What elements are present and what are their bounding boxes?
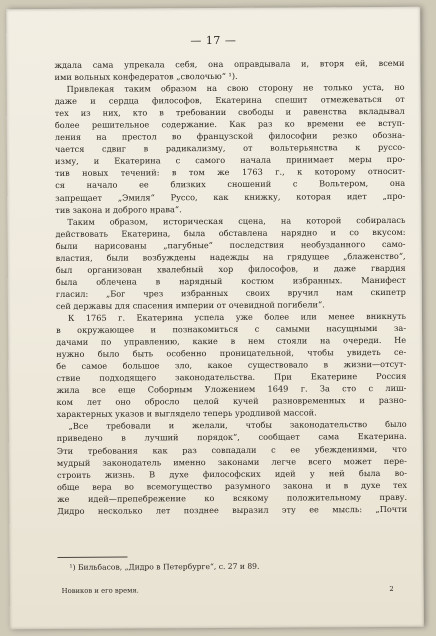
text-line: мудрый законодатель именно законами легче всего может пере- <box>56 455 407 468</box>
text-line: жила все еще Соборным Уложением 1649 г. За сто с лиш- <box>56 383 407 396</box>
text-line: властия, были возбуждены надежды на грядущее „блаженство“, <box>55 250 406 263</box>
text-line: был организован хвалебный хор философов, и даже гвардия <box>55 262 406 275</box>
text-line: Привлекая таким образом на свою сторону не только уста, но <box>66 81 405 94</box>
text-line: даже и сердца философов, Екатерина спешит отмежеваться от <box>54 93 405 107</box>
text-line: же идей—препебрежение ко всякому положительному праву. <box>57 491 408 504</box>
text-line: ствие подходящего законодательства. При Екатерине Россия <box>56 371 407 384</box>
text-line: ления на престол во французской философии резко обозна- <box>54 130 405 143</box>
body-text <box>54 57 407 517</box>
page-number: — 17 — <box>190 33 237 48</box>
text-line: бе самое большое зло, какое существовало в жизни—отсут- <box>56 359 407 372</box>
signature-number: 2 <box>389 584 394 593</box>
text-line: К 1765 г. Екатерина успела уже более или менее вникнуть <box>67 310 407 323</box>
text-line: действовать Екатерина, была обставлена нарядно и со вкусом: <box>55 226 406 239</box>
text-line: строить жизнь. В духе философских идей у ней была во- <box>56 467 407 480</box>
text-line: изму, и Екатерина с самого начала принимает меры про- <box>55 154 406 167</box>
footnote-divider <box>57 557 127 558</box>
text-line: сей державы для спасения империи от очевидной погибели“. <box>55 299 325 311</box>
text-line: ждала сама упрекала себя, она оправдывала и, вторя ей, всеми <box>54 57 405 70</box>
text-line: запрещает „Эмиля“ Руссо, как книжку, которая идет „про- <box>55 190 406 203</box>
text-line: дачами по управлению, какие в нем стояли на очереди. Не <box>56 334 407 348</box>
text-line: „Все требовали и желали, чтобы законодательство было <box>68 419 407 432</box>
text-line: ся начало ее близких сношений с Вольтером, она <box>55 178 406 191</box>
text-line: обще вера во всемогущество разумного закона и в духе тех <box>56 479 408 492</box>
text-line: были нарисованы „пагубные“ последствия необузданного само- <box>55 238 406 251</box>
text-line: Таким образом, историческая сцена, на которой собиралась <box>67 214 406 227</box>
text-line: более решительное содержание. Как раз ко времени ее вступ- <box>54 118 405 131</box>
signature-title: Новиков и его время. <box>61 586 139 595</box>
text-line: в окружающее и познакомиться с самыми насущными за- <box>56 322 407 336</box>
text-line: тив закона и доброго нрава“. <box>55 203 182 215</box>
footnote: ¹) Бильбасов, „Дидро в Петербурге“, с. 27 и 89. <box>69 561 260 572</box>
text-line: Дидро несколько лет позднее выразил эту ее мысль: „Почти <box>57 503 408 516</box>
text-line: нужно было быть особенно проницательной, чтобы увидеть се- <box>56 346 407 360</box>
text-line: тив новых течений: в том же 1763 г., к которому относит- <box>55 166 406 179</box>
text-line: ими вольных конфедератов „сволочью“ ¹). <box>54 70 238 83</box>
text-line: чается сдвиг в радикализму, от вольтерьянства к руссо- <box>54 142 405 155</box>
book-page <box>6 7 424 630</box>
printer-signature <box>62 585 394 595</box>
text-line: характерных указов и выглядело теперь уродливой массой. <box>56 407 317 420</box>
text-line: Эти требования как раз совпадали с ее убеждениями, что <box>56 443 407 456</box>
text-line: тех из них, кто в требовании свободы и равенства вкладывал <box>54 106 405 119</box>
text-line: гласил: „Бог чрез избранных своих вручил нам скипетр <box>55 286 406 299</box>
text-line: была облечена в нарядный костюм избранных. Манифест <box>55 274 406 287</box>
text-line: ком лет оно обросло целой кучей разновременных и разно- <box>56 395 407 408</box>
text-line: приведено в лучший порядок“, сообщает сама Екатерина. <box>56 431 407 444</box>
